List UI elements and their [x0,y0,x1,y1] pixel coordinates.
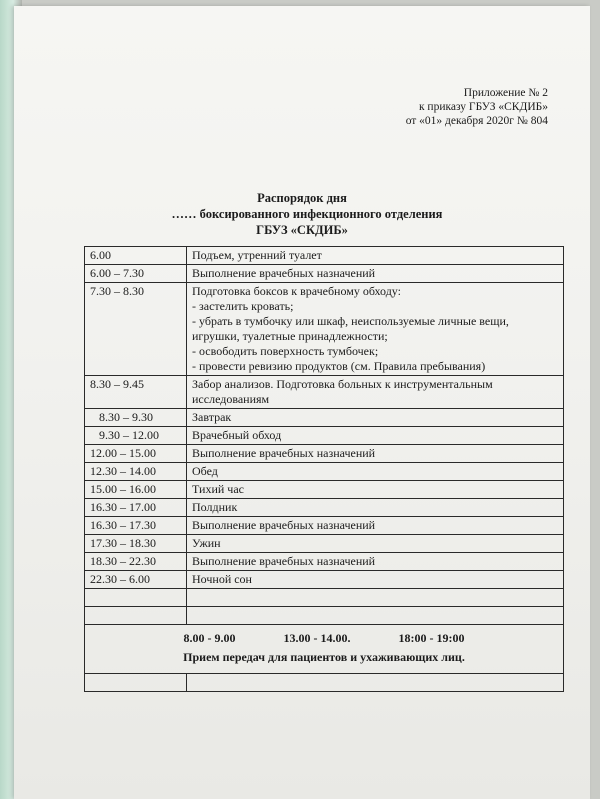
activity-line: Забор анализов. Подготовка больных к инструментальным [192,377,493,391]
activity-line: Подъем, утренний туалет [192,248,322,262]
activity-line: Выполнение врачебных назначений [192,266,376,280]
table-row [85,517,564,535]
activity-line: Подготовка боксов к врачебному обходу: [192,284,401,298]
activity-cell [187,409,564,427]
table-row [85,409,564,427]
time-cell [85,589,187,607]
appendix-header [406,86,548,128]
document-page [14,6,590,799]
schedule-table [84,246,564,692]
document-title [14,190,590,238]
activity-line: игрушки, туалетные принадлежности; [192,329,388,343]
activity-cell [187,517,564,535]
time-cell: 6.00 – 7.30 [85,265,187,283]
activity-line: - убрать в тумбочку или шкаф, неиспользуемые личные вещи, [192,314,509,328]
time-cell: 7.30 – 8.30 [85,283,187,376]
activity-cell [187,589,564,607]
activity-line: Выполнение врачебных назначений [192,446,376,460]
table-row [85,265,564,283]
time-cell: 6.00 [85,247,187,265]
activity-cell [187,283,564,376]
activity-line: - застелить кровать; [192,299,294,313]
table-row [85,571,564,589]
table-row-empty [85,607,564,625]
time-cell: 12.30 – 14.00 [85,463,187,481]
time-cell [85,674,187,692]
activity-cell [187,535,564,553]
table-row [85,535,564,553]
reception-text: Прием передач для пациентов и ухаживающих лиц. [183,650,465,664]
time-cell: 12.00 – 15.00 [85,445,187,463]
title-line-2: …… боксированного инфекционного отделения [171,207,443,221]
activity-cell [187,481,564,499]
activity-cell [187,571,564,589]
table-row [85,376,564,409]
activity-line: Тихий час [192,482,244,496]
activity-line: Выполнение врачебных назначений [192,554,376,568]
time-cell: 22.30 – 6.00 [85,571,187,589]
activity-cell [187,553,564,571]
table-row [85,427,564,445]
reception-hours-morning: 8.00 - 9.00 [183,631,236,645]
activity-cell [187,376,564,409]
table-row [85,553,564,571]
reception-notice [85,625,564,674]
table-row-empty [85,674,564,692]
table-row [85,499,564,517]
time-cell: 18.30 – 22.30 [85,553,187,571]
table-row [85,445,564,463]
activity-cell [187,247,564,265]
activity-cell [187,463,564,481]
appendix-number: Приложение № 2 [463,87,548,99]
table-row-empty [85,589,564,607]
activity-cell [187,607,564,625]
activity-cell [187,265,564,283]
reception-hours [89,631,559,646]
activity-line: Ужин [192,536,221,550]
time-cell [85,607,187,625]
time-cell: 15.00 – 16.00 [85,481,187,499]
reception-hours-midday: 13.00 - 14.00. [283,631,351,645]
appendix-order: к приказу ГБУЗ «СКДИБ» [418,101,548,113]
activity-cell [187,427,564,445]
time-cell: 16.30 – 17.30 [85,517,187,535]
reception-hours-evening: 18:00 - 19:00 [398,631,465,645]
time-cell: 8.30 – 9.30 [85,409,187,427]
activity-line: Врачебный обход [192,428,282,442]
table-row [85,481,564,499]
activity-line: - провести ревизию продуктов (см. Правила пребывания) [192,359,486,373]
appendix-date: от «01» декабря 2020г № 804 [405,115,548,127]
activity-line: Завтрак [192,410,232,424]
reception-row [85,625,564,674]
activity-line: исследованиям [192,392,270,406]
time-cell: 8.30 – 9.45 [85,376,187,409]
activity-line: Полдник [192,500,238,514]
time-cell: 9.30 – 12.00 [85,427,187,445]
title-line-3: ГБУЗ «СКДИБ» [256,223,348,237]
activity-line: - освободить поверхность тумбочек; [192,344,379,358]
table-row [85,463,564,481]
activity-cell [187,674,564,692]
time-cell: 16.30 – 17.00 [85,499,187,517]
table-row [85,283,564,376]
activity-cell [187,499,564,517]
table-row [85,247,564,265]
activity-line: Ночной сон [192,572,252,586]
time-cell: 17.30 – 18.30 [85,535,187,553]
activity-line: Обед [192,464,218,478]
activity-cell [187,445,564,463]
title-line-1: Распорядок дня [257,191,347,205]
activity-line: Выполнение врачебных назначений [192,518,376,532]
